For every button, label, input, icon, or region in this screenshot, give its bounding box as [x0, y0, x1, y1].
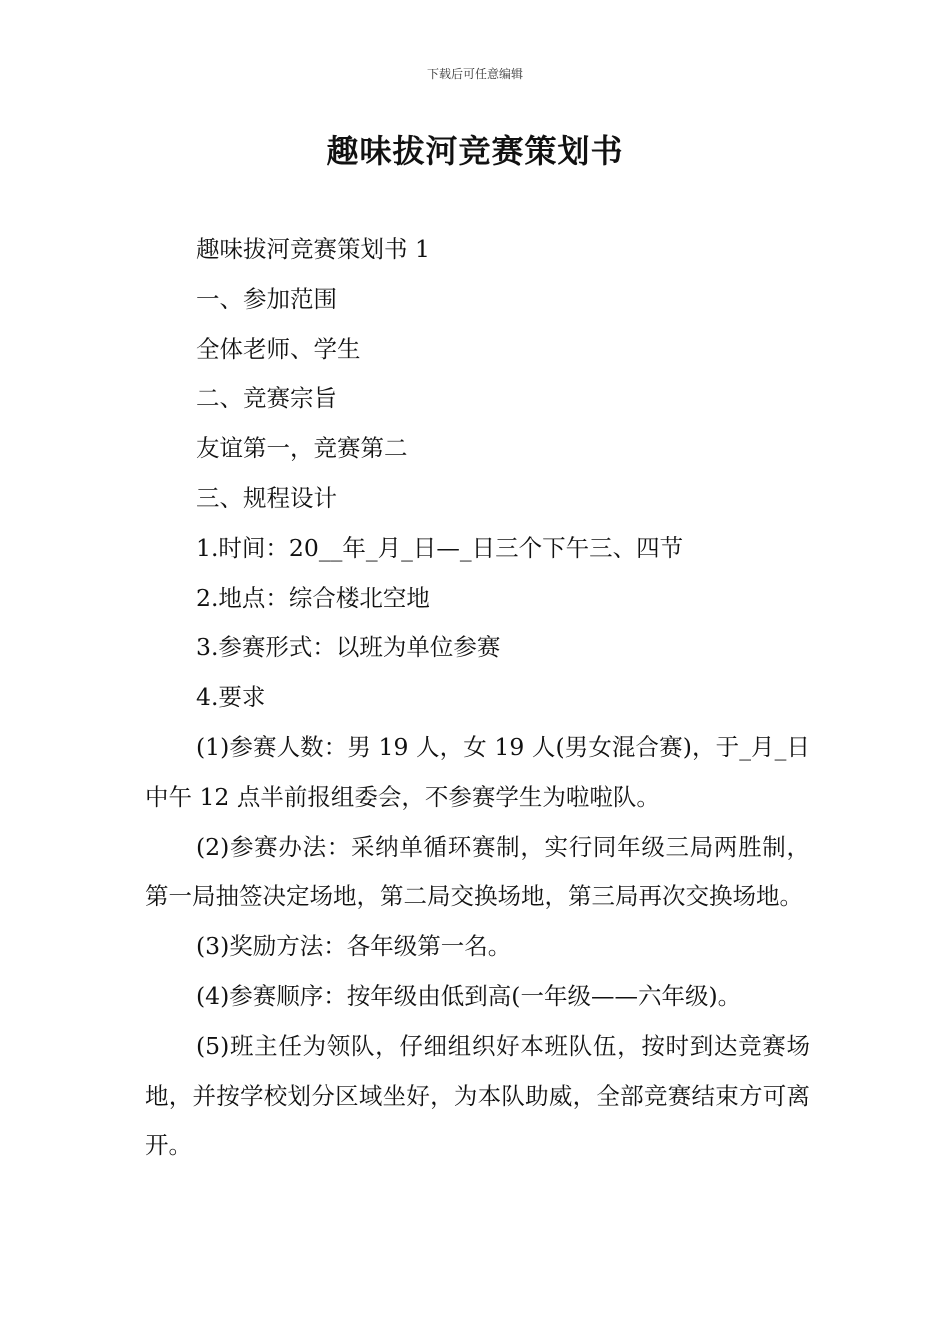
section-heading: 趣味拔河竞赛策划书 1 [196, 235, 430, 263]
body-paragraph: (2)参赛办法：采纳单循环赛制，实行同年级三局两胜制，第一局抽签决定场地，第二局交换场地，第三局再次交换场地。 [145, 832, 810, 911]
document-title: 趣味拔河竞赛策划书 [326, 132, 624, 170]
document-body [145, 225, 810, 1171]
section-heading: 三、规程设计 [196, 483, 337, 512]
body-paragraph: (3)奖励方法：各年级第一名。 [196, 932, 512, 961]
body-paragraph: (1)参赛人数：男 19 人，女 19 人(男女混合赛)，于_月_日中午 12 点半前报组委会，不参赛学生为啦啦队。 [145, 732, 810, 811]
body-paragraph: (5)班主任为领队，仔细组织好本班队伍，按时到达竞赛场地，并按学校划分区域坐好，为本队助威，全部竞赛结束方可离开。 [145, 1031, 810, 1160]
list-item: 4.要求 [196, 683, 266, 712]
section-heading: 一、参加范围 [196, 284, 337, 313]
list-item: 2.地点：综合楼北空地 [196, 583, 430, 612]
list-item: 3.参赛形式：以班为单位参赛 [196, 633, 501, 662]
body-paragraph: 全体老师、学生 [196, 334, 361, 363]
body-paragraph: (4)参赛顺序：按年级由低到高(一年级——六年级)。 [196, 981, 742, 1010]
header-note: 下载后可任意编辑 [426, 67, 523, 81]
body-paragraph: 友谊第一，竞赛第二 [196, 434, 408, 463]
list-item: 1.时间：20__年_月_日—_日三个下午三、四节 [196, 533, 684, 562]
section-heading: 二、竞赛宗旨 [196, 384, 337, 413]
